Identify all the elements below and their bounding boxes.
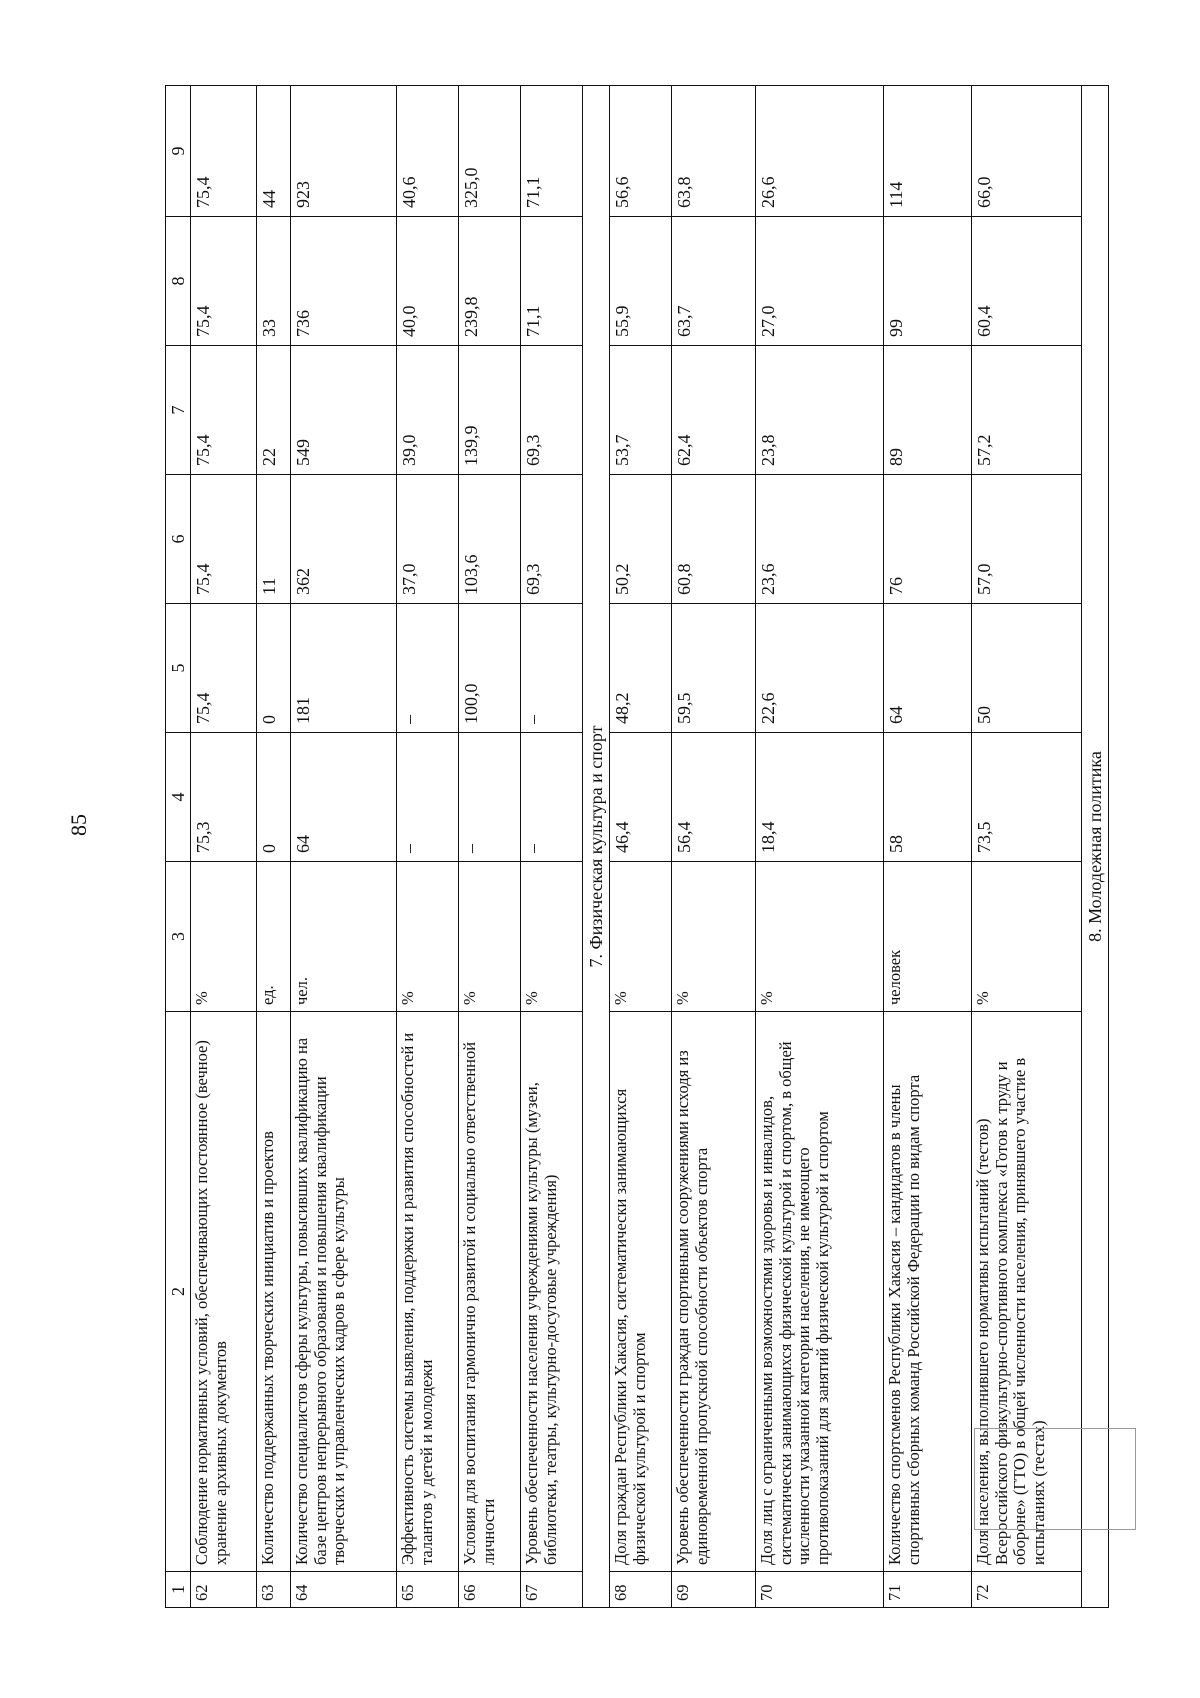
table-row [397,86,459,1608]
value-cell: 27,0 [756,217,884,346]
unit-cell: % [672,862,756,1012]
indicator-name: Доля лиц с ограниченными возможностями здоровья и инвалидов, систематически занимающихся физической культурой и спортом, в общей численности указанной категории населения, не имеющего противопоказаний для занятий физической культурой и спортом [756,1012,884,1572]
value-cell: – [397,733,459,862]
value-cell: 58 [884,733,972,862]
header-cell: 1 [166,1572,191,1608]
value-cell: 23,6 [756,475,884,604]
value-cell: 11 [257,475,291,604]
value-cell: 59,5 [672,604,756,733]
value-cell: 325,0 [459,86,521,217]
value-cell: 75,3 [191,733,257,862]
value-cell: 62,4 [672,346,756,475]
value-cell: 56,6 [610,86,672,217]
value-cell: 69,3 [521,475,583,604]
value-cell: 57,0 [972,475,1082,604]
value-cell: 736 [291,217,397,346]
table-body [166,86,1109,1608]
indicator-name: Доля населения, выполнившего нормативы испытаний (тестов) Всероссийского физкультурно-спортивного комплекса «Готов к труду и обороне» (ГТО) в общей численности населения, принявшего участие в испытаниях (тестах) [972,1012,1082,1572]
landscape-sheet [165,86,1106,1608]
value-cell: 103,6 [459,475,521,604]
section-title: 7. Физическая культура и спорт [583,86,610,1608]
indicator-name: Количество специалистов сферы культуры, повысивших квалификацию на базе центров непрерывного образования и повышения квалификации творческих и управленческих кадров в сфере культуры [291,1012,397,1572]
value-cell: 63,7 [672,217,756,346]
header-cell: 2 [166,1012,191,1572]
archive-stamp [974,1428,1136,1530]
value-cell: 99 [884,217,972,346]
table-row [459,86,521,1608]
value-cell: 23,8 [756,346,884,475]
value-cell: 0 [257,604,291,733]
value-cell: 181 [291,604,397,733]
value-cell: 75,4 [191,86,257,217]
unit-cell: % [756,862,884,1012]
value-cell: 40,6 [397,86,459,217]
header-cell: 9 [166,86,191,217]
header-cell: 6 [166,475,191,604]
header-cell: 4 [166,733,191,862]
table-row [521,86,583,1608]
section-row [583,86,610,1608]
header-row [166,86,191,1608]
indicator-name: Условия для воспитания гармонично развитой и социально ответственной личности [459,1012,521,1572]
value-cell: 75,4 [191,346,257,475]
row-number: 62 [191,1572,257,1608]
value-cell: 71,1 [521,217,583,346]
value-cell: 37,0 [397,475,459,604]
header-cell: 5 [166,604,191,733]
value-cell: 60,4 [972,217,1082,346]
value-cell: 0 [257,733,291,862]
value-cell: 66,0 [972,86,1082,217]
unit-cell: % [459,862,521,1012]
value-cell: 53,7 [610,346,672,475]
unit-cell: человек [884,862,972,1012]
value-cell: 64 [291,733,397,862]
value-cell: 100,0 [459,604,521,733]
row-number: 70 [756,1572,884,1608]
table-row [884,86,972,1608]
value-cell: – [459,733,521,862]
table-row [972,86,1082,1608]
value-cell: 75,4 [191,475,257,604]
row-number: 69 [672,1572,756,1608]
unit-cell: чел. [291,862,397,1012]
value-cell: 26,6 [756,86,884,217]
table-row [257,86,291,1608]
value-cell: 46,4 [610,733,672,862]
indicator-name: Количество поддержанных творческих инициатив и проектов [257,1012,291,1572]
row-number: 64 [291,1572,397,1608]
value-cell: 50,2 [610,475,672,604]
value-cell: 22,6 [756,604,884,733]
table-row [672,86,756,1608]
unit-cell: % [610,862,672,1012]
value-cell: 139,9 [459,346,521,475]
indicator-name: Эффективность системы выявления, поддержки и развития способностей и талантов у детей и молодежи [397,1012,459,1572]
value-cell: – [521,604,583,733]
value-cell: 75,4 [191,604,257,733]
indicator-name: Доля граждан Республики Хакасия, систематически занимающихся физической культурой и спортом [610,1012,672,1572]
indicator-name: Соблюдение нормативных условий, обеспечивающих постоянное (вечное) хранение архивных документов [191,1012,257,1572]
header-cell: 8 [166,217,191,346]
value-cell: 44 [257,86,291,217]
table-row [756,86,884,1608]
value-cell: 50 [972,604,1082,733]
row-number: 65 [397,1572,459,1608]
value-cell: 64 [884,604,972,733]
table-row [191,86,257,1608]
value-cell: 22 [257,346,291,475]
value-cell: 75,4 [191,217,257,346]
unit-cell: % [972,862,1082,1012]
indicator-name: Уровень обеспеченности населения учреждениями культуры (музеи, библиотеки, театры, культурно-досуговые учреждения) [521,1012,583,1572]
value-cell: 69,3 [521,346,583,475]
value-cell: 55,9 [610,217,672,346]
row-number: 63 [257,1572,291,1608]
value-cell: 549 [291,346,397,475]
header-cell: 7 [166,346,191,475]
page-number: 85 [66,814,91,836]
value-cell: 48,2 [610,604,672,733]
unit-cell: ед. [257,862,291,1012]
value-cell: 71,1 [521,86,583,217]
value-cell: 18,4 [756,733,884,862]
value-cell: 40,0 [397,217,459,346]
row-number: 68 [610,1572,672,1608]
value-cell: 76 [884,475,972,604]
value-cell: 39,0 [397,346,459,475]
value-cell: 362 [291,475,397,604]
section-title: 8. Молодежная политика [1082,86,1109,1608]
indicators-table [165,85,1109,1608]
unit-cell: % [191,862,257,1012]
row-number: 71 [884,1572,972,1608]
row-number: 72 [972,1572,1082,1608]
header-cell: 3 [166,862,191,1012]
unit-cell: % [397,862,459,1012]
value-cell: 60,8 [672,475,756,604]
value-cell: 63,8 [672,86,756,217]
value-cell: 56,4 [672,733,756,862]
table-row [610,86,672,1608]
unit-cell: % [521,862,583,1012]
row-number: 67 [521,1572,583,1608]
value-cell: 33 [257,217,291,346]
value-cell: – [397,604,459,733]
row-number: 66 [459,1572,521,1608]
value-cell: 114 [884,86,972,217]
value-cell: – [521,733,583,862]
value-cell: 239,8 [459,217,521,346]
indicator-name: Уровень обеспеченности граждан спортивными сооружениями исходя из единовременной пропускной способности объектов спорта [672,1012,756,1572]
value-cell: 57,2 [972,346,1082,475]
table-row [291,86,397,1608]
value-cell: 73,5 [972,733,1082,862]
indicator-name: Количество спортсменов Республики Хакасия – кандидатов в члены спортивных сборных команд Российской Федерации по видам спорта [884,1012,972,1572]
value-cell: 89 [884,346,972,475]
value-cell: 923 [291,86,397,217]
section-row [1082,86,1109,1608]
